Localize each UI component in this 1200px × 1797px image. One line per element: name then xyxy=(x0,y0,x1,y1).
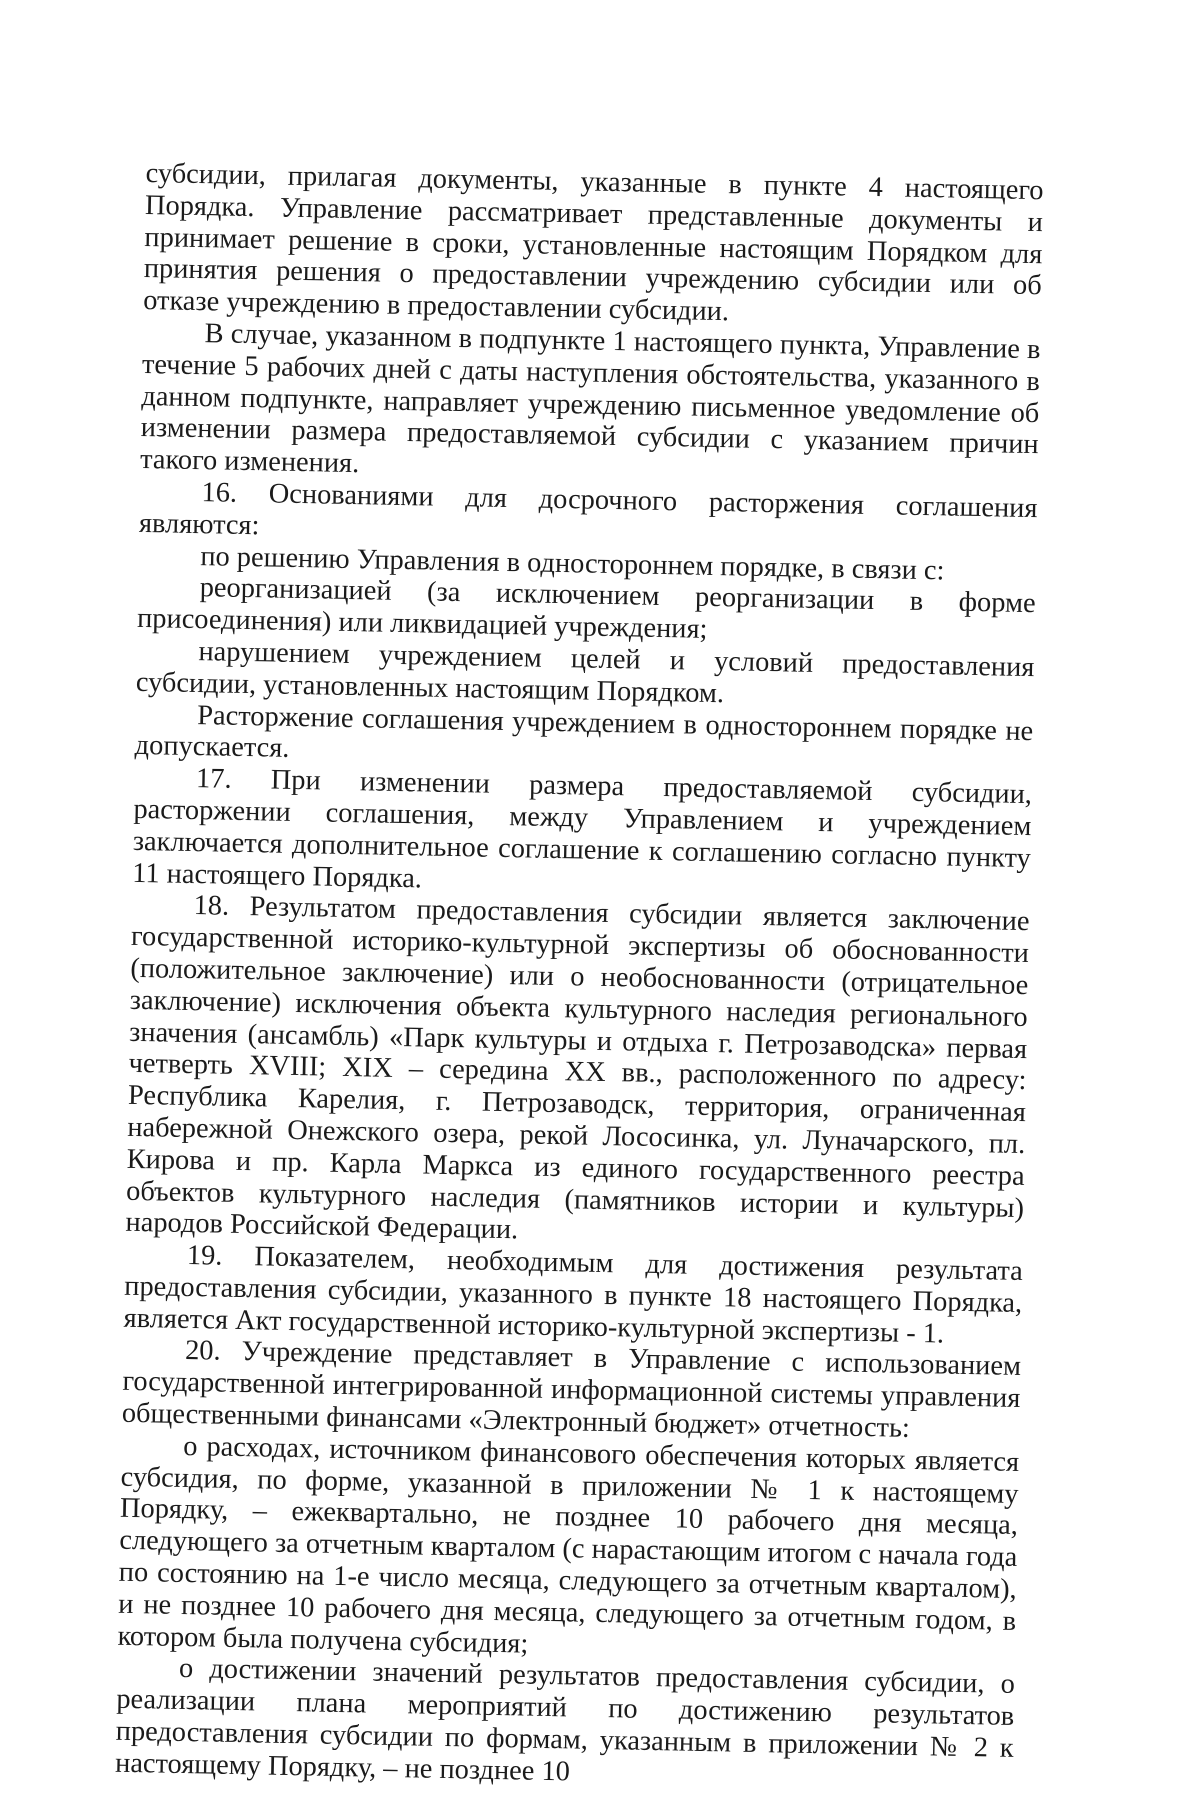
document-body xyxy=(115,158,1044,1797)
paragraph-termination-not-allowed: Расторжение соглашения учреждением в одностороннем порядке не допускается. xyxy=(134,699,1034,765)
paragraph-20-reporting: 20. Учреждение представляет в Управление с использованием государственной интегрированной информационной системы управления общественными финансами «Электронный бюджет» отчетность: xyxy=(121,1335,1022,1444)
paragraph-18-result: 18. Результатом предоставления субсидии является заключение государственной историко-культурной экспертизы об обоснованности (положительное заключение) или о необоснованности (отрицательное заключение) исключения объекта культурного наследия регионального значения (ансамбль) «Парк культуры и отдыха г. Петрозаводска» первая четверть XVIII; XIX – середина XX вв., расположенного по адресу: Республика Карелия, г. Петрозаводск, территория, ограниченная набережной Онежского озера, рекой Лососинка, ул. Луначарского, пл. Кирова и пр. Карла Маркса из единого государственного реестра объектов культурного наследия (памятников истории и культуры) народов Российской Федерации. xyxy=(125,890,1030,1246)
paragraph-results-report: о достижении значений результатов предоставления субсидии, о реализации плана мероприятий по достижению результатов предоставления субсидии по формам, указанным в приложении № 2 к настоящему Порядку, – не позднее 10 xyxy=(114,1653,1016,1788)
paragraph-unilateral-decision: по решению Управления в одностороннем порядке, в связи с: xyxy=(200,540,945,586)
paragraph-17-amendment: 17. При изменении размера предоставляемой субсидии, расторжении соглашения, между Управлением и учреждением заключается дополнительное соглашение к соглашению согласно пункту 11 настоящего Порядка. xyxy=(131,763,1033,894)
paragraph-expense-report: о расходах, источником финансового обеспечения которых является субсидия, по форме, указанной в приложении № 1 к настоящему Порядку, – ежеквартально, не позднее 10 рабочего дня месяца, следующего за отчетным кварталом (с нарастающим итогом с начала года по состоянию на 1-е число месяца, следующего за отчетным кварталом), и не позднее 10 рабочего дня месяца, следующего за отчетным годом, в котором была получена субсидия; xyxy=(117,1430,1020,1660)
paragraph-violation: нарушением учреждением целей и условий предоставления субсидии, установленных настоящим Порядком. xyxy=(135,636,1035,709)
paragraph-19-indicator: 19. Показателем, необходимым для достижения результата предоставления субсидии, указанного в пункте 18 настоящего Порядка, является Акт государственной историко-культурной экспертизы - 1. xyxy=(123,1240,1024,1350)
paragraph-notice-of-change: В случае, указанном в подпункте 1 настоящего пункта, Управление в течение 5 рабочих дней с даты наступления обстоятельства, указанного в данном подпункте, направляет учреждению письменное уведомление об изменении размера предоставляемой субсидии с указанием причин такого изменения. xyxy=(139,318,1041,480)
paragraph-subsidy-documents: субсидии, прилагая документы, указанные в пункте 4 настоящего Порядка. Управление рассматривает представленные документы и принимает решение в сроки, установленные настоящим Порядком для принятия решения о предоставлении учреждению субсидии или об отказе учреждению в предоставлении субсидии. xyxy=(142,158,1044,328)
paragraph-reorganization: реорганизацией (за исключением реорганизации в форме присоединения) или ликвидацией учреждения; xyxy=(136,572,1036,646)
paragraph-16-grounds: 16. Основаниями для досрочного расторжения соглашения являются: xyxy=(138,477,1038,542)
